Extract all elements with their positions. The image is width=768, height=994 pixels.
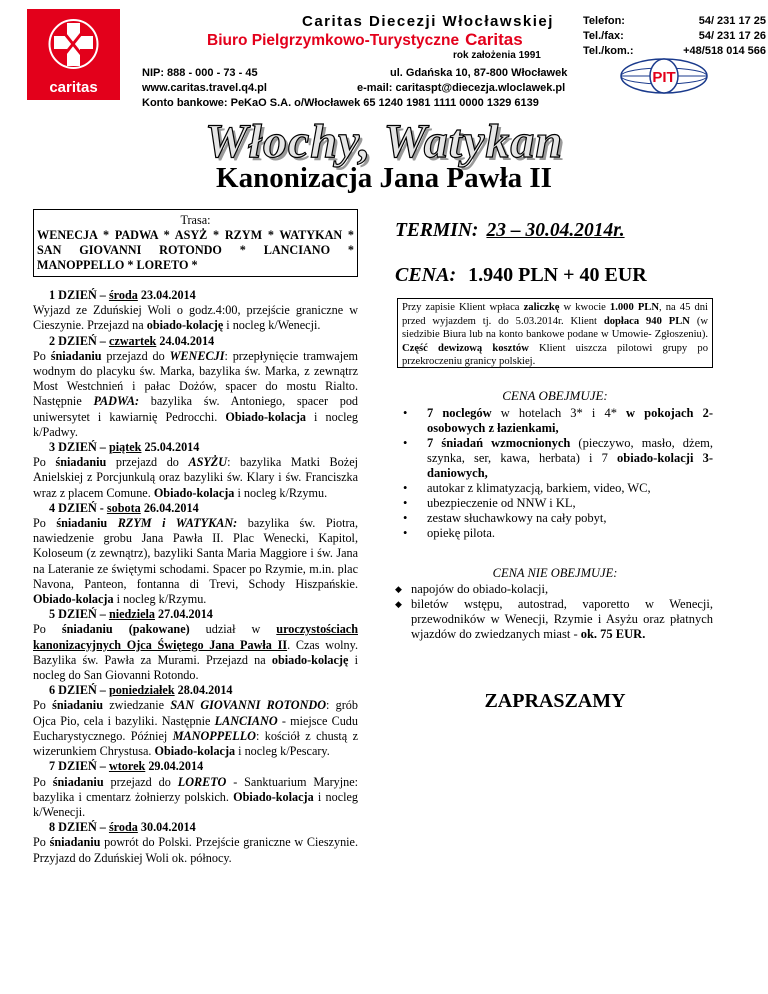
pit-globe-logo-icon [619,57,709,95]
list-item: • 7 śniadań wzmocnionych (pieczywo, masło, dżem, szynka, ser, kawa, herbata) i 7 obiado-kolacji 3-daniowych, [395,436,713,481]
caritas-logo [27,9,120,100]
phone-row [583,14,766,29]
termin-label: TERMIN: [395,220,479,241]
phone-label: Tel./kom.: [583,45,634,57]
termin-date: 23 – 30.04.2014r. [486,220,625,241]
day-heading: 3 DZIEŃ – piątek 25.04.2014 [49,440,200,455]
street-address: ul. Gdańska 10, 87-800 Włocławek [390,67,568,79]
phone-row [583,29,766,44]
founded-year: rok założenia 1991 [453,50,541,61]
itinerary [33,288,358,866]
day-description: Po śniadaniu przejazd do ASYŻU: bazylika Matki Bożej Anielskiej z Porcjunkulą oraz bazyliki św. Klary i św. Franciszka wraz z placem Comune. Obiado-kolacja i nocleg k/Rzymu. [33,455,358,500]
bank-account: Konto bankowe: PeKaO S.A. o/Włocławek 65 1240 1981 1111 0000 1329 6139 [142,97,539,109]
trip-dates [395,220,625,242]
phone-value: 54/ 231 17 26 [698,30,766,42]
office-brand: Caritas [465,30,523,49]
website-link[interactable]: www.caritas.travel.q4.pl [142,82,267,94]
office-name-text: Biuro Pielgrzymkowo-Turystyczne [207,32,460,49]
phone-list [583,14,766,59]
list-item: • autokar z klimatyzacją, barkiem, video, WC, [395,481,713,496]
closing-invitation: ZAPRASZAMY [484,690,626,712]
day-heading: 1 DZIEŃ – środa 23.04.2014 [49,288,196,302]
list-item: ◆ napojów do obiado-kolacji, [395,582,713,597]
day-description: Po śniadaniu przejazd do LORETO - Sanktuarium Maryjne: bazylika i cmentarz żołnierzy polskich. Obiado-kolacja i nocleg k/Wenecji. [33,774,359,819]
list-item: • zestaw słuchawkowy na cały pobyt, [395,511,713,526]
route-box [33,209,358,277]
price-value: 1.940 PLN + 40 EUR [468,264,647,286]
payment-terms-box: Przy zapisie Klient wpłaca zaliczkę w kwocie 1.000 PLN, na 45 dni przed wyjazdem tj. do 5.03.2014r. Klient dopłaca 940 PLN (w siedzibie Biura lub na konto bankowe podane w Umowie- Zgłoszeniu). Część dewizową kosztów Klient uiszcza pilotowi grupy po przekroczeniu granicy polskiej. [397,298,713,368]
email-link[interactable]: e-mail: caritaspt@diecezja.wloclawek.pl [357,82,566,94]
logo-text: caritas [49,79,98,96]
day-heading: 7 DZIEŃ – wtorek 29.04.2014 [49,759,204,774]
day-description: Po śniadaniu zwiedzanie SAN GIOVANNI ROTONDO: grób Ojca Pio, cela i bazyliki. Następnie LANCIANO - miejsce Cudu Eucharystycznego. Później MANOPPELLO: kościół z chustą z wizerunkiem Chrystusa. Obiado-kolacja i nocleg k/Pescary. [33,698,358,759]
day-description: Wyjazd ze Zduńskiej Woli o godz.4:00, przejście graniczne w Cieszynie. Przejazd na obiado-kolację i nocleg k/Wenecji. [33,303,358,333]
office-name [207,30,523,50]
day-heading: 8 DZIEŃ – środa 30.04.2014 [49,820,196,835]
excluded-heading: CENA NIE OBEJMUJE: [492,566,618,580]
day-heading: 6 DZIEŃ – poniedziałek 28.04.2014 [49,683,233,698]
included-heading: CENA OBEJMUJE: [502,388,608,403]
phone-label: Tel./fax: [583,30,624,42]
trip-price [395,264,647,287]
excluded-list [395,582,713,642]
page-title: Włochy, Watykan [204,115,564,168]
day-heading: 5 DZIEŃ – niedziela 27.04.2014 [49,607,213,622]
list-item: • opiekę pilota. [395,526,713,541]
day-heading: 4 DZIEŃ - sobota 26.04.2014 [49,500,199,515]
phone-label: Telefon: [583,15,625,27]
day-heading: 2 DZIEŃ – czwartek 24.04.2014 [49,333,215,348]
day-description: Po śniadaniu (pakowane) udział w uroczystościach kanonizacyjnych Ojca Świętego Jana Pawła II. Czas wolny. Bazylika św. Pawła za Murami. Przejazd na obiado-kolację i nocleg do San Giovanni Rotondo. [33,622,359,683]
page-subtitle: Kanonizacja Jana Pawła II [216,162,552,194]
route-list: WENECJA * PADWA * ASYŻ * RZYM * WATYKAN * SAN GIOVANNI ROTONDO * LANCIANO * MANOPPELLO * LORETO * [37,228,354,272]
included-list [395,406,713,541]
phone-value: 54/ 231 17 25 [698,15,766,27]
pit-logo-text: PIT [652,69,676,86]
list-item: • ubezpieczenie od NNW i KL, [395,496,713,511]
price-label: CENA: [395,264,457,286]
list-item: • 7 noclegów w hotelach 3* i 4* w pokojach 2-osobowych z łazienkami, [395,406,713,436]
day-description: Po śniadaniu przejazd do WENECJI: przepłynięcie tramwajem wodnym do placyku św. Marka, bazylika św. Marka, z zewnątrz Most Westchnień i pałac Dożów, spacer do mostu Rialto. Następnie PADWA: bazylika św. Antoniego, spacer pod uniwersytet i kawiarnię Pedrocchi. Obiado-kolacja i nocleg k/Padwy. [33,348,359,439]
phone-value: +48/518 014 566 [683,45,766,57]
day-description: Po śniadaniu powrót do Polski. Przejście graniczne w Cieszynie. Przyjazd do Zduńskiej Woli ok. północy. [33,835,358,865]
nip-number: NIP: 888 - 000 - 73 - 45 [142,67,258,79]
day-description: Po śniadaniu RZYM i WATYKAN: bazylika św. Piotra, nawiedzenie grobu Jana Pawła II. Plac Wenecki, Kapitol, Koloseum (z zewnątrz), bazyliki Santa Maria Maggiore i św. Jana na Lateranie ze świętymi schodami. Spacer po Rzymie, m.in. plac Navona, Panteon, fontanna di Trevi, Schody Hiszpańskie. Obiado-kolacja i nocleg k/Rzymu. [33,516,358,607]
list-item: ◆ biletów wstępu, autostrad, vaporetto w Wenecji, przewodników w Wenecji, Rzymie i Asyżu oraz płatnych wjazdów do zwiedzanych miast - ok. 75 EUR. [395,597,713,642]
route-heading: Trasa: [180,213,211,227]
organization-name: Caritas Diecezji Włocławskiej [302,13,554,30]
